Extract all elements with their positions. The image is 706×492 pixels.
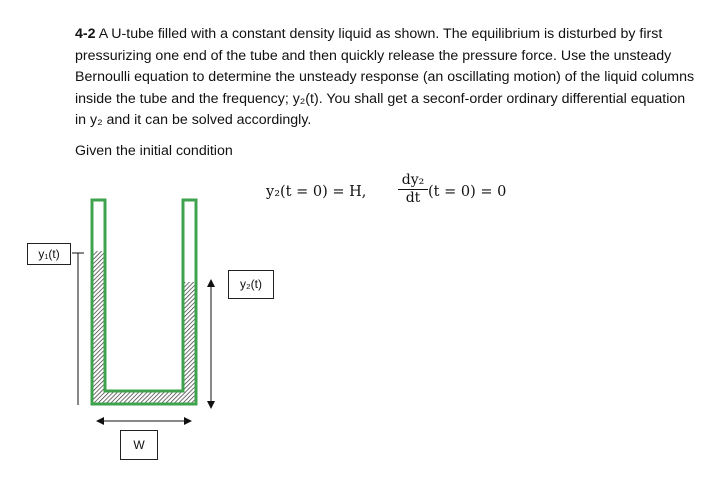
problem-number: 4-2 [75, 26, 96, 42]
liquid-fill [92, 251, 196, 404]
y1-label: y₁(t) [27, 243, 71, 265]
u-tube-walls [92, 200, 196, 404]
y2-dimension-arrow [207, 279, 215, 409]
w-label: W [120, 430, 158, 460]
derivative-denominator: dt [405, 190, 421, 206]
problem-text: A U-tube filled with a constant density liquid as shown. The equilibrium is disturbed by first pressurizing one end of the tube and then quickly release the pressure force. Use the unsteady Bernoulli equation to determine the unsteady response (an oscillating motion) of the liquid columns inside the tube and the frequency; y₂(t). You shall get a seconf-order ordinary differential equation in y₂ and it can be solved accordingly. [75, 26, 695, 128]
given-text: Given the initial condition [75, 143, 233, 159]
initial-condition-position: y₂(t = 0) = H, [266, 184, 367, 200]
initial-condition-velocity: (t = 0) = 0 [428, 184, 507, 200]
y2-label: y₂(t) [228, 270, 274, 299]
y1-dimension-line [72, 253, 84, 405]
w-dimension-arrow [96, 417, 192, 425]
derivative-numerator: dy₂ [398, 172, 428, 190]
